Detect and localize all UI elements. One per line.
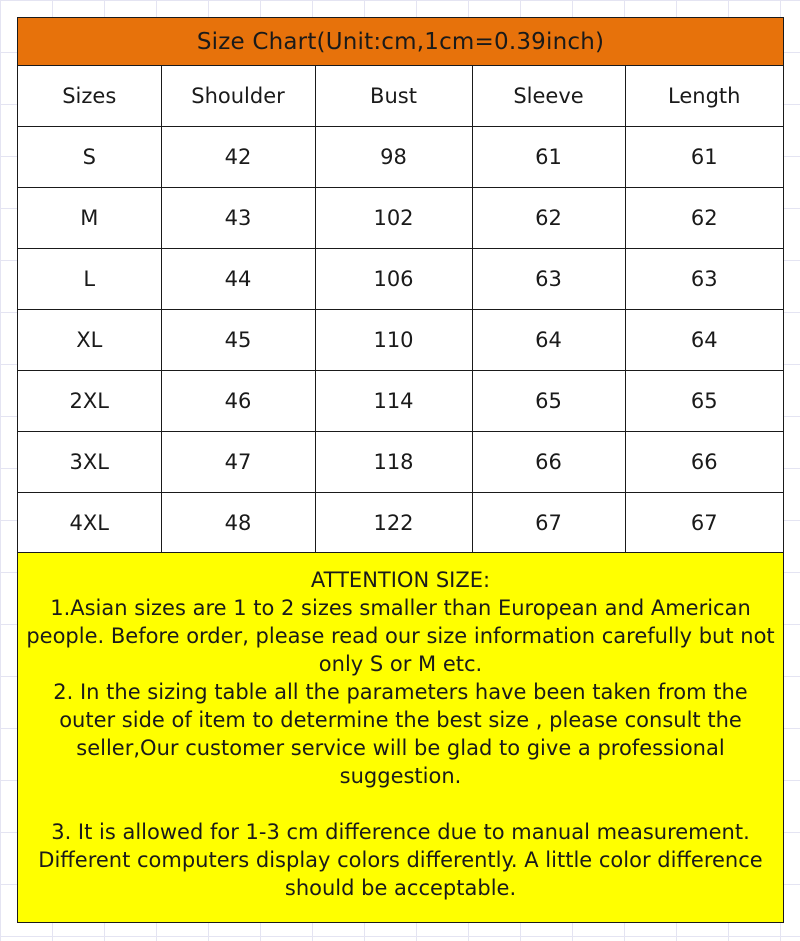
shoulder-cell: 43 [161, 188, 315, 249]
attention-notice [18, 552, 783, 922]
notice-point-2: 2. In the sizing table all the parameters have been taken from the outer side of item to determine the best size , please consult the seller,Our customer service will be glad to give a professional suggestion. [53, 680, 748, 788]
column-header-sleeve: Sleeve [472, 66, 625, 127]
sleeve-cell: 67 [472, 493, 625, 554]
notice-spacer [24, 790, 777, 818]
sleeve-cell: 61 [472, 127, 625, 188]
notice-heading: ATTENTION SIZE: [310, 568, 491, 592]
size-cell: S [18, 127, 161, 188]
table-row [18, 432, 783, 493]
size-cell: 3XL [18, 432, 161, 493]
column-header-bust: Bust [315, 66, 472, 127]
length-cell: 61 [625, 127, 783, 188]
sleeve-cell: 62 [472, 188, 625, 249]
notice-point-3: 3. It is allowed for 1-3 cm difference due to manual measurement. Different computers display colors differently. A little color difference should be acceptable. [38, 820, 763, 900]
bust-cell: 114 [315, 371, 472, 432]
shoulder-cell: 47 [161, 432, 315, 493]
bust-cell: 110 [315, 310, 472, 371]
column-header-shoulder: Shoulder [161, 66, 315, 127]
table-row [18, 188, 783, 249]
table-row [18, 310, 783, 371]
length-cell: 64 [625, 310, 783, 371]
bust-cell: 98 [315, 127, 472, 188]
sleeve-cell: 63 [472, 249, 625, 310]
table-row [18, 493, 783, 554]
length-cell: 63 [625, 249, 783, 310]
sleeve-cell: 64 [472, 310, 625, 371]
table-header-row [18, 66, 783, 127]
column-header-length: Length [625, 66, 783, 127]
length-cell: 66 [625, 432, 783, 493]
size-table [18, 66, 783, 553]
length-cell: 65 [625, 371, 783, 432]
size-cell: 2XL [18, 371, 161, 432]
bust-cell: 118 [315, 432, 472, 493]
shoulder-cell: 45 [161, 310, 315, 371]
table-row [18, 249, 783, 310]
column-header-sizes: Sizes [18, 66, 161, 127]
table-row [18, 127, 783, 188]
sleeve-cell: 65 [472, 371, 625, 432]
length-cell: 62 [625, 188, 783, 249]
size-cell: 4XL [18, 493, 161, 554]
bust-cell: 102 [315, 188, 472, 249]
size-cell: L [18, 249, 161, 310]
sleeve-cell: 66 [472, 432, 625, 493]
size-cell: M [18, 188, 161, 249]
shoulder-cell: 48 [161, 493, 315, 554]
size-chart-title: Size Chart(Unit:cm,1cm=0.39inch) [18, 18, 783, 66]
bust-cell: 106 [315, 249, 472, 310]
shoulder-cell: 44 [161, 249, 315, 310]
size-cell: XL [18, 310, 161, 371]
notice-point-1: 1.Asian sizes are 1 to 2 sizes smaller than European and American people. Before order, please read our size information carefully but not only S or M etc. [26, 596, 775, 676]
table-row [18, 371, 783, 432]
length-cell: 67 [625, 493, 783, 554]
shoulder-cell: 46 [161, 371, 315, 432]
size-chart [17, 17, 784, 923]
bust-cell: 122 [315, 493, 472, 554]
shoulder-cell: 42 [161, 127, 315, 188]
